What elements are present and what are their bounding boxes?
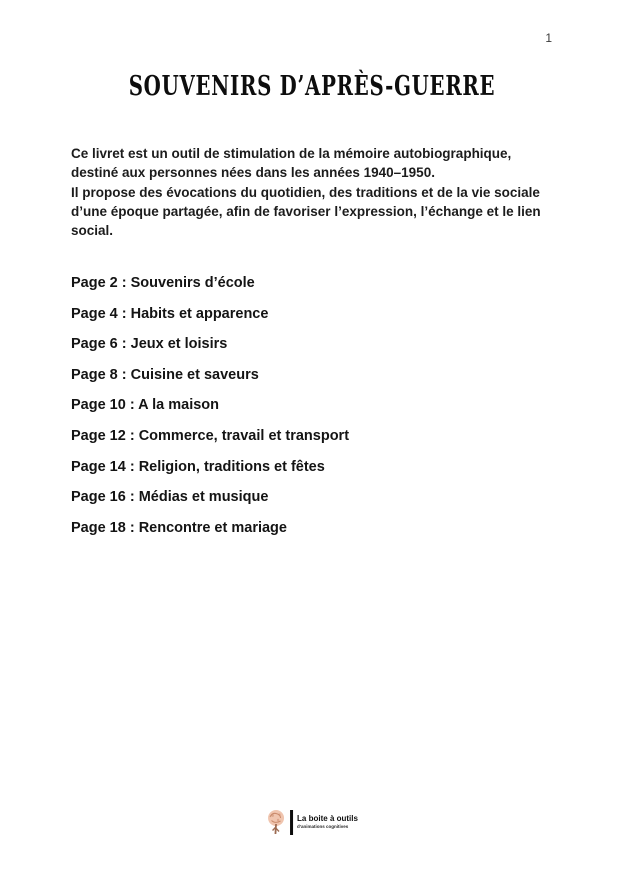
intro-line: social. — [71, 223, 114, 239]
toc-item: Page 4 : Habits et apparence — [71, 305, 269, 322]
intro-line: d’une époque partagée, afin de favoriser l’expression, l’échange et le lien — [71, 203, 541, 219]
toc-item: Page 12 : Commerce, travail et transport — [71, 427, 350, 444]
table-of-contents — [71, 268, 349, 543]
intro-paragraph — [71, 144, 541, 240]
toc-item: Page 2 : Souvenirs d’école — [71, 275, 255, 291]
intro-line: destiné aux personnes nées dans les années 1940–1950. — [71, 165, 435, 181]
document-title: SOUVENIRS D’APRÈS-GUERRE — [128, 71, 496, 102]
intro-line: Ce livret est un outil de stimulation de la mémoire autobiographique, — [71, 146, 512, 161]
intro-line: Il propose des évocations du quotidien, des traditions et de la vie sociale — [71, 184, 540, 200]
logo-subtitle: d’animations cognitives — [297, 824, 349, 829]
toc-item: Page 14 : Religion, traditions et fêtes — [71, 458, 325, 475]
toc-item: Page 6 : Jeux et loisirs — [71, 336, 228, 353]
tree-icon — [266, 809, 286, 835]
logo-text — [297, 814, 358, 830]
toc-item: Page 16 : Médias et musique — [71, 489, 269, 506]
toc-item: Page 8 : Cuisine et saveurs — [71, 366, 259, 383]
toc-item: Page 10 : A la maison — [71, 397, 220, 414]
toc-item: Page 18 : Rencontre et mariage — [71, 519, 287, 536]
logo-divider-bar — [290, 810, 293, 835]
logo-name: La boite à outils — [297, 814, 358, 823]
page-number: 1 — [545, 31, 552, 45]
footer-logo — [266, 809, 358, 835]
